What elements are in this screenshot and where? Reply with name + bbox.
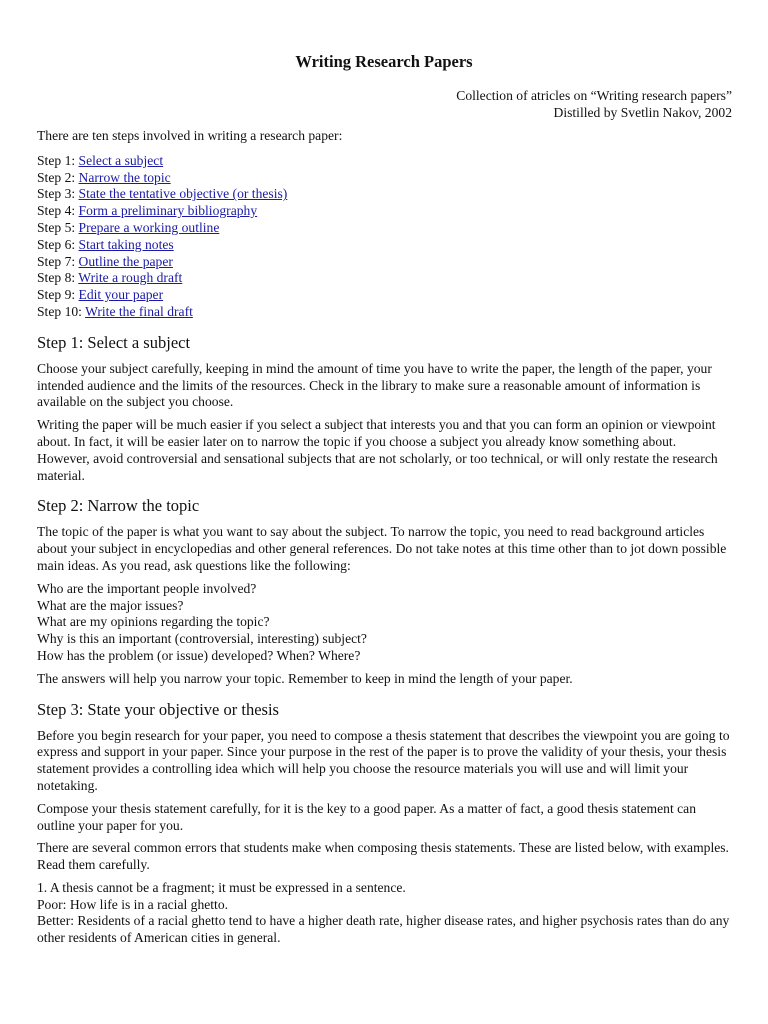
question-item: How has the problem (or issue) developed? When? Where? xyxy=(37,647,361,663)
step-item xyxy=(37,237,732,254)
step-prefix: Step 2: xyxy=(37,169,79,185)
step-link-rough-draft[interactable]: Write a rough draft xyxy=(78,270,183,286)
step-prefix: Step 3: xyxy=(37,186,79,202)
paragraph: The topic of the paper is what you want to say about the subject. To narrow the topic, you need to read background articles about your subject in encyclopedias and other general references. Do not take notes at this time other than to jot down possible main ideas. As you read, ask questions like the following: xyxy=(37,524,727,573)
step-item xyxy=(37,304,732,321)
step-item xyxy=(37,254,732,271)
step-item xyxy=(37,220,732,237)
step-prefix: Step 7: xyxy=(37,253,79,269)
step-item xyxy=(37,287,732,304)
step-prefix: Step 8: xyxy=(37,270,79,286)
paragraph: The answers will help you narrow your topic. Remember to keep in mind the length of your paper. xyxy=(37,670,573,686)
step-link-narrow-topic[interactable]: Narrow the topic xyxy=(78,169,171,185)
page-title: Writing Research Papers xyxy=(295,52,473,71)
step-prefix: Step 1: xyxy=(37,152,79,168)
thesis-example xyxy=(37,880,732,947)
intro-text: There are ten steps involved in writing a research paper: xyxy=(37,128,343,143)
step-item xyxy=(37,270,732,287)
question-item: What are the major issues? xyxy=(37,597,184,613)
step-item xyxy=(37,153,732,170)
paragraph: Before you begin research for your paper, you need to compose a thesis statement that describes the viewpoint you are going to express and support in your paper. Since your purpose in the rest of the paper is to prove the validity of your thesis, your thesis statement provides a controlling idea which will help you choose the resource materials you will use and will limit your notetaking. xyxy=(37,727,730,793)
step-link-select-subject[interactable]: Select a subject xyxy=(78,152,164,168)
question-list xyxy=(37,581,732,665)
step-link-bibliography[interactable]: Form a preliminary bibliography xyxy=(78,203,258,219)
step-item xyxy=(37,170,732,187)
step-item xyxy=(37,186,732,203)
step-prefix: Step 5: xyxy=(37,219,79,235)
step-link-outline-paper[interactable]: Outline the paper xyxy=(78,253,173,269)
section-step1 xyxy=(37,333,732,485)
step-link-working-outline[interactable]: Prepare a working outline xyxy=(78,219,220,235)
step-link-state-objective[interactable]: State the tentative objective (or thesis) xyxy=(78,186,288,202)
step-prefix: Step 10: xyxy=(37,303,86,319)
question-item: Who are the important people involved? xyxy=(37,580,257,596)
paragraph: There are several common errors that students make when composing thesis statements. These are listed below, with examples. Read them carefully. xyxy=(37,840,729,873)
step-prefix: Step 4: xyxy=(37,203,79,219)
step-prefix: Step 9: xyxy=(37,287,79,303)
step-prefix: Step 6: xyxy=(37,236,79,252)
section-heading: Step 3: State your objective or thesis xyxy=(37,699,279,719)
document-body xyxy=(37,128,732,947)
paragraph: Writing the paper will be much easier if you select a subject that interests you and that you can form an opinion or viewpoint about. In fact, it will be easier later on to narrow the topic if you choose a subject you already know something about. However, avoid controversial and sensational subjects that are not scholarly, or too technical, or will only restate the research material. xyxy=(37,417,718,483)
step-link-taking-notes[interactable]: Start taking notes xyxy=(78,236,174,252)
credits-collection: Collection of atricles on “Writing research papers” xyxy=(456,88,732,103)
example-better: Better: Residents of a racial ghetto tend to have a higher death rate, higher disease rates, and higher psychosis rates than do any other residents of American cities in general. xyxy=(37,913,730,946)
paragraph: Compose your thesis statement carefully, for it is the key to a good paper. As a matter of fact, a good thesis statement can outline your paper for you. xyxy=(37,800,696,833)
credits-author: Distilled by Svetlin Nakov, 2002 xyxy=(553,104,732,120)
example-poor: Poor: How life is in a racial ghetto. xyxy=(37,896,229,912)
example-rule: 1. A thesis cannot be a fragment; it must be expressed in a sentence. xyxy=(37,879,406,895)
section-step3 xyxy=(37,700,732,948)
step-link-final-draft[interactable]: Write the final draft xyxy=(85,303,193,319)
section-step2 xyxy=(37,496,732,687)
step-item xyxy=(37,203,732,220)
step-list xyxy=(37,153,732,321)
question-item: What are my opinions regarding the topic? xyxy=(37,614,270,630)
credits-block xyxy=(456,88,732,122)
step-link-edit-paper[interactable]: Edit your paper xyxy=(78,287,164,303)
section-heading: Step 2: Narrow the topic xyxy=(37,496,200,516)
section-heading: Step 1: Select a subject xyxy=(37,332,191,352)
paragraph: Choose your subject carefully, keeping in mind the amount of time you have to write the paper, the length of the paper, your intended audience and the limits of the resources. Check in the library to make sure a reasonable amount of information is available on the subject you choose. xyxy=(37,360,712,410)
question-item: Why is this an important (controversial, interesting) subject? xyxy=(37,631,367,647)
